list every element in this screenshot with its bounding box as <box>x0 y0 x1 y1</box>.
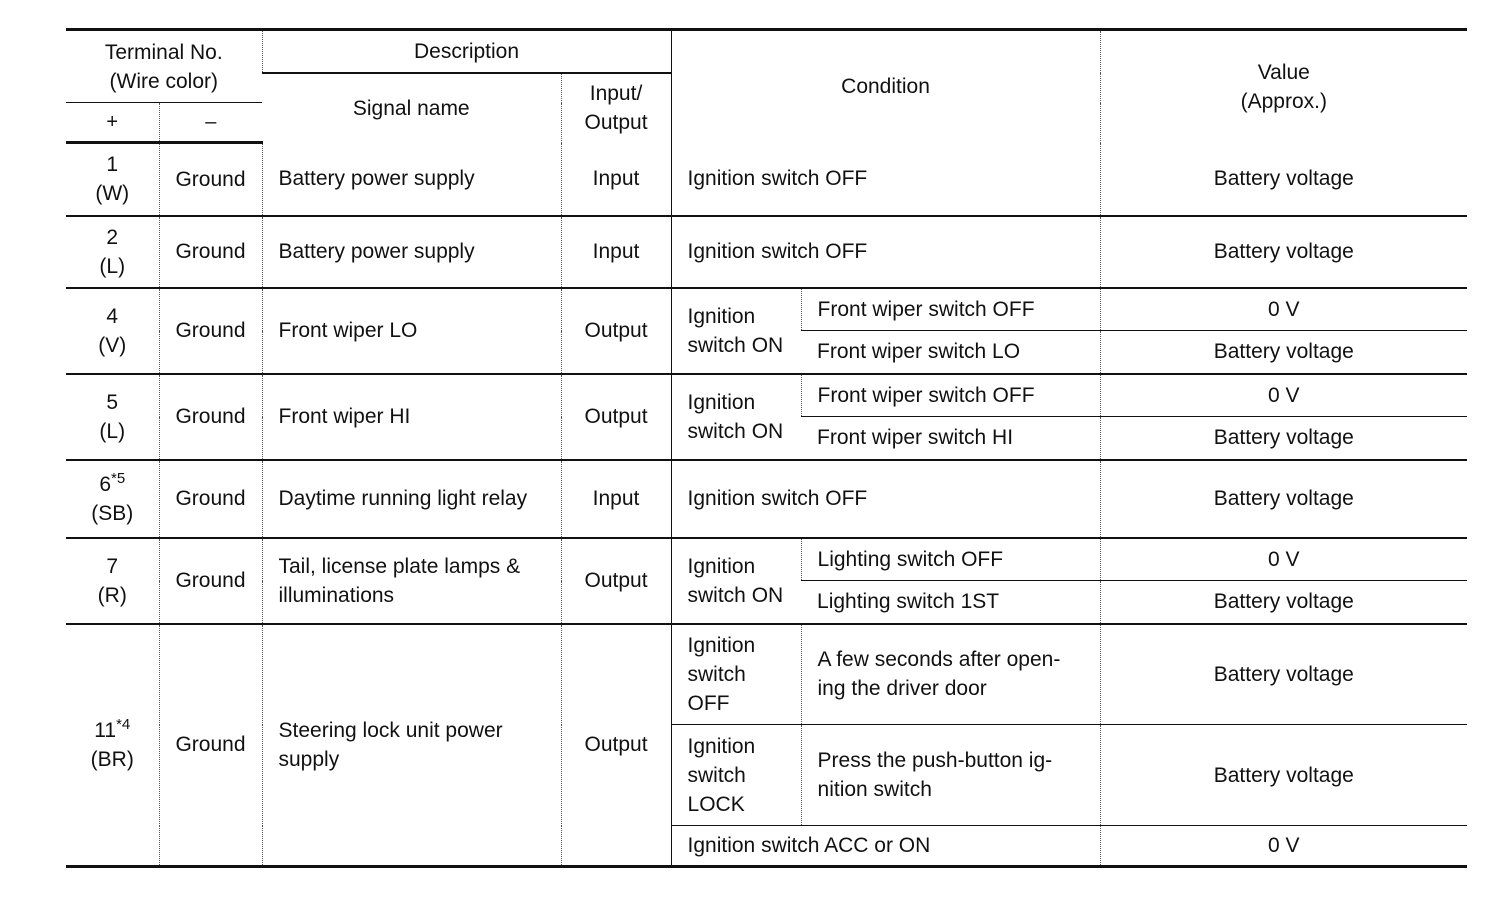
terminal-number: 5 <box>106 390 119 414</box>
signal-cell <box>262 624 561 867</box>
wire-color: (SB) <box>91 501 134 525</box>
value-cell: Battery voltage <box>1100 216 1467 288</box>
terminal-cell <box>66 538 159 624</box>
description-header <box>262 30 671 73</box>
signal-cell: Battery power supply <box>262 216 561 288</box>
condition-sub-cell <box>801 624 1100 725</box>
table-row-terminal-2 <box>66 216 1467 288</box>
condition-main-line: Ignition <box>687 554 756 578</box>
condition-cell: Ignition switch OFF <box>671 143 1100 216</box>
io-cell: Output <box>561 288 671 374</box>
io-label-1: Input/ <box>589 82 643 105</box>
description-label: Description <box>413 39 520 63</box>
signal-line: illuminations <box>278 583 395 607</box>
terminal-number: 7 <box>106 554 119 578</box>
condition-main-line: switch <box>687 763 746 787</box>
plus-header: + <box>66 103 159 143</box>
condition-sub-cell: Front wiper switch LO <box>801 331 1100 374</box>
wire-color: (V) <box>98 333 127 357</box>
condition-sub-line: A few seconds after open- <box>817 648 1061 672</box>
terminal-number: 11 <box>94 718 117 742</box>
condition-sub-line: nition switch <box>817 778 932 801</box>
terminal-cell <box>66 624 159 867</box>
condition-sub-cell <box>801 725 1100 826</box>
value-cell: Battery voltage <box>1100 624 1467 725</box>
signal-cell: Front wiper LO <box>262 288 561 374</box>
condition-main-line: switch ON <box>687 419 784 443</box>
io-header <box>561 73 671 143</box>
io-cell: Input <box>561 143 671 216</box>
condition-sub-cell: Lighting switch 1ST <box>801 581 1100 624</box>
io-label-2: Output <box>584 111 648 134</box>
condition-main-cell <box>671 725 801 826</box>
value-cell: Battery voltage <box>1100 143 1467 216</box>
condition-main-line: Ignition <box>687 390 756 414</box>
table-row-terminal-11 <box>66 624 1467 725</box>
terminal-cell <box>66 143 159 216</box>
terminal-table <box>66 28 1467 868</box>
wire-color: (L) <box>99 419 126 443</box>
wire-color: (W) <box>95 182 130 206</box>
footnote-mark: *5 <box>111 469 126 487</box>
table-row-terminal-6 <box>66 460 1467 538</box>
condition-main-cell <box>671 288 801 374</box>
wire-color: (BR) <box>90 747 134 771</box>
condition-main-line: Ignition <box>687 633 756 657</box>
signal-cell <box>262 538 561 624</box>
condition-sub-line: ing the driver door <box>817 677 987 701</box>
table-row-terminal-1 <box>66 143 1467 216</box>
header-row-1 <box>66 30 1467 73</box>
minus-cell: Ground <box>159 538 262 624</box>
condition-main-line: Ignition <box>687 304 756 328</box>
terminal-cell <box>66 374 159 460</box>
value-cell: 0 V <box>1100 374 1467 417</box>
io-cell: Output <box>561 374 671 460</box>
condition-main-line: switch ON <box>687 583 784 607</box>
condition-cell: Ignition switch OFF <box>671 216 1100 288</box>
terminal-number: 2 <box>106 225 119 249</box>
terminal-number: 6 <box>99 472 111 496</box>
minus-header: – <box>159 103 262 143</box>
value-cell: Battery voltage <box>1100 331 1467 374</box>
io-cell: Input <box>561 460 671 538</box>
condition-cell: Ignition switch OFF <box>671 460 1100 538</box>
table-row-terminal-7 <box>66 538 1467 581</box>
signal-cell: Battery power supply <box>262 143 561 216</box>
value-cell: Battery voltage <box>1100 581 1467 624</box>
value-cell: Battery voltage <box>1100 417 1467 460</box>
minus-cell: Ground <box>159 288 262 374</box>
minus-cell: Ground <box>159 460 262 538</box>
minus-cell: Ground <box>159 216 262 288</box>
value-header <box>1100 30 1467 143</box>
signal-line: supply <box>278 747 340 771</box>
io-cell: Output <box>561 538 671 624</box>
condition-main-cell <box>671 374 801 460</box>
condition-sub-cell: Lighting switch OFF <box>801 538 1100 581</box>
terminal-number: 1 <box>106 153 119 177</box>
terminal-no-header <box>66 30 262 103</box>
wire-color: (L) <box>99 254 126 278</box>
value-cell: Battery voltage <box>1100 460 1467 538</box>
wire-color-label: (Wire color) <box>109 69 218 93</box>
condition-sub-cell: Front wiper switch OFF <box>801 288 1100 331</box>
approx-label: (Approx.) <box>1240 89 1327 113</box>
io-cell: Input <box>561 216 671 288</box>
terminal-cell <box>66 460 159 538</box>
io-cell: Output <box>561 624 671 867</box>
signal-cell: Front wiper HI <box>262 374 561 460</box>
condition-sub-line: Press the push-button ig- <box>817 749 1053 772</box>
footnote-mark: *4 <box>116 715 131 733</box>
value-label: Value <box>1257 60 1310 84</box>
wire-color: (R) <box>97 583 127 607</box>
minus-cell: Ground <box>159 143 262 216</box>
value-cell: Battery voltage <box>1100 725 1467 826</box>
condition-main-line: LOCK <box>687 792 745 816</box>
terminal-no-label: Terminal No. <box>104 40 223 64</box>
signal-line: Steering lock unit power <box>278 718 503 742</box>
terminal-number: 4 <box>106 304 119 328</box>
value-cell: 0 V <box>1100 538 1467 581</box>
condition-main-cell <box>671 624 801 725</box>
signal-name-header <box>262 73 561 143</box>
minus-cell: Ground <box>159 374 262 460</box>
minus-cell: Ground <box>159 624 262 867</box>
condition-main-line: switch <box>687 662 746 686</box>
table-row-terminal-4 <box>66 288 1467 331</box>
value-cell: 0 V <box>1100 826 1467 867</box>
table-row-terminal-5 <box>66 374 1467 417</box>
condition-main-line: switch ON <box>687 333 784 357</box>
condition-sub-cell: Front wiper switch OFF <box>801 374 1100 417</box>
condition-cell: Ignition switch ACC or ON <box>671 826 1100 867</box>
condition-main-line: OFF <box>687 691 730 715</box>
value-cell: 0 V <box>1100 288 1467 331</box>
terminal-cell <box>66 288 159 374</box>
condition-label: Condition <box>841 75 930 99</box>
condition-sub-cell: Front wiper switch HI <box>801 417 1100 460</box>
condition-main-cell <box>671 538 801 624</box>
signal-name-label: Signal name <box>352 96 470 120</box>
condition-header <box>671 30 1100 143</box>
condition-main-line: Ignition <box>687 734 756 758</box>
signal-line: Tail, license plate lamps & <box>278 554 521 578</box>
signal-cell: Daytime running light relay <box>262 460 561 538</box>
terminal-cell <box>66 216 159 288</box>
